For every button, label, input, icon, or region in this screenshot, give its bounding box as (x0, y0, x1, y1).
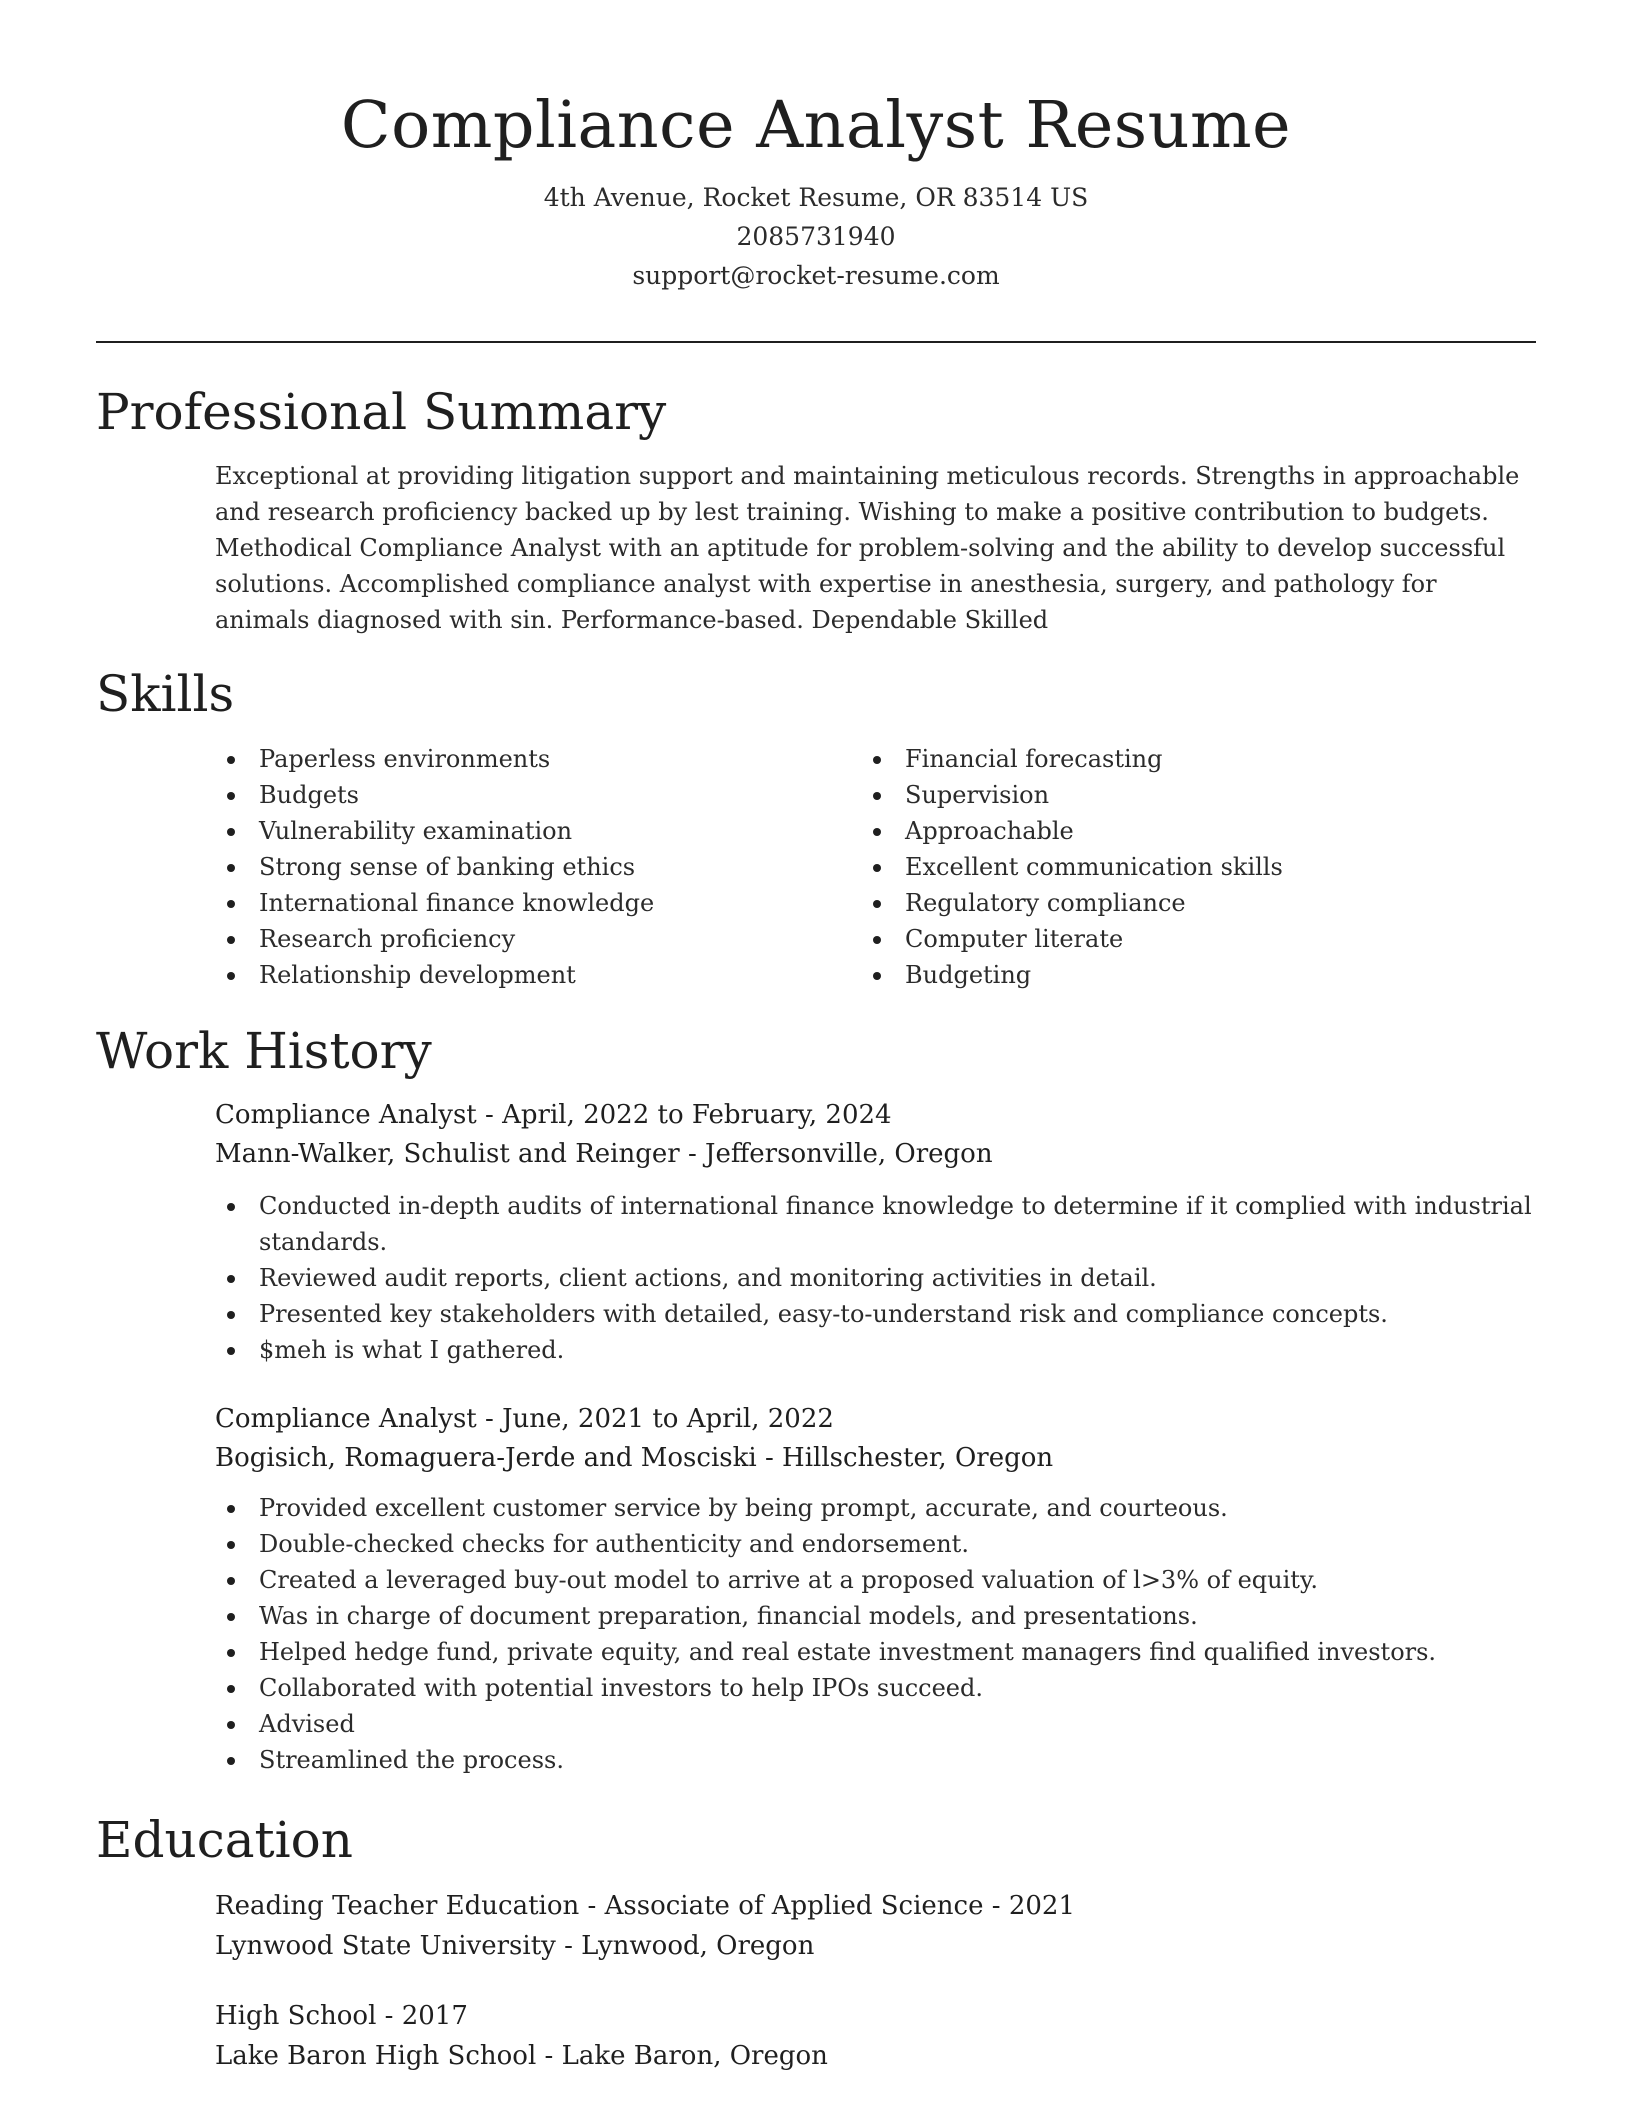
education-program-line: Reading Teacher Education - Associate of Applied Science - 2021 (215, 1891, 1076, 1921)
skill-item: Budgets (215, 777, 815, 813)
contact-phone: 2085731940 (736, 222, 896, 251)
skills-right-column (861, 741, 1461, 993)
education-degree: Associate of Applied Science (604, 1891, 984, 1921)
job-location: Hillschester, Oregon (782, 1443, 1054, 1473)
job-company: Mann-Walker, Schulist and Reinger (215, 1139, 680, 1169)
education-entry (215, 1996, 1536, 2076)
skill-item: Excellent communication skills (861, 849, 1461, 885)
job-title: Compliance Analyst (215, 1404, 477, 1434)
skill-item: Paperless environments (215, 741, 815, 777)
skill-item: Computer literate (861, 921, 1461, 957)
contact-address: 4th Avenue, Rocket Resume, OR 83514 US (543, 183, 1089, 212)
education-entry (215, 1886, 1536, 1966)
job-entry (215, 1096, 1536, 1368)
education-year: 2017 (401, 2001, 468, 2031)
education-location: Lake Baron, Oregon (561, 2041, 828, 2071)
education-location: Lynwood, Oregon (581, 1931, 815, 1961)
education-program-line: High School - 2017 (215, 2001, 468, 2031)
job-company-line: Mann-Walker, Schulist and Reinger - Jeffersonville, Oregon (215, 1139, 993, 1169)
contact-email: support@rocket-resume.com (632, 261, 1000, 290)
job-bullet: Presented key stakeholders with detailed, easy-to-understand risk and compliance concepts. (215, 1296, 1536, 1332)
skill-item: Research proficiency (215, 921, 815, 957)
job-bullet: Double-checked checks for authenticity and endorsement. (215, 1526, 1536, 1562)
job-bullet-list (215, 1490, 1536, 1778)
job-bullet: Reviewed audit reports, client actions, and monitoring activities in detail. (215, 1260, 1536, 1296)
education-heading: Education (96, 1811, 353, 1869)
education-program: Reading Teacher Education (215, 1891, 580, 1921)
education-school-line: Lynwood State University - Lynwood, Oregon (215, 1931, 815, 1961)
education-program: High School (215, 2001, 377, 2031)
resume-header (96, 80, 1536, 295)
skill-item: Vulnerability examination (215, 813, 815, 849)
summary-text: Exceptional at providing litigation support and maintaining meticulous records. Strengths in approachable and research proficiency backed up by lest training. Wishing to make a positive contribution to budgets. Methodical Compliance Analyst with an aptitude for problem-solving and the ability to develop successful solutions. Accomplished compliance analyst with expertise in anesthesia, surgery, and pathology for animals diagnosed with sin. Performance-based. Dependable Skilled (215, 462, 1520, 634)
job-bullet: $meh is what I gathered. (215, 1332, 1536, 1368)
skills-left-column (215, 741, 815, 993)
skill-item: Supervision (861, 777, 1461, 813)
education-year: 2021 (1008, 1891, 1076, 1921)
job-dates: June, 2021 to April, 2022 (502, 1404, 834, 1434)
resume-title: Compliance Analyst Resume (340, 88, 1292, 163)
job-bullet-list (215, 1188, 1536, 1368)
job-title-line: Compliance Analyst - April, 2022 to February, 2024 (215, 1100, 892, 1130)
education-school-line: Lake Baron High School - Lake Baron, Oregon (215, 2041, 828, 2071)
job-company: Bogisich, Romaguera-Jerde and Mosciski (215, 1443, 757, 1473)
skill-item: Financial forecasting (861, 741, 1461, 777)
skill-item: Strong sense of banking ethics (215, 849, 815, 885)
job-title-line: Compliance Analyst - June, 2021 to April, 2022 (215, 1404, 834, 1434)
skill-item: Budgeting (861, 957, 1461, 993)
job-company-line: Bogisich, Romaguera-Jerde and Mosciski - Hillschester, Oregon (215, 1443, 1054, 1473)
skill-item: Relationship development (215, 957, 815, 993)
summary-heading: Professional Summary (96, 383, 667, 441)
education-school: Lynwood State University (215, 1931, 556, 1961)
skill-item: Regulatory compliance (861, 885, 1461, 921)
skill-item: International finance knowledge (215, 885, 815, 921)
job-bullet: Streamlined the process. (215, 1742, 1536, 1778)
header-divider (96, 341, 1536, 343)
education-school: Lake Baron High School (215, 2041, 537, 2071)
skill-item: Approachable (861, 813, 1461, 849)
job-bullet: Created a leveraged buy-out model to arrive at a proposed valuation of l>3% of equity. (215, 1562, 1536, 1598)
job-bullet: Collaborated with potential investors to help IPOs succeed. (215, 1670, 1536, 1706)
summary-section (215, 458, 1536, 638)
job-dates: April, 2022 to February, 2024 (502, 1100, 892, 1130)
job-bullet: Conducted in-depth audits of international finance knowledge to determine if it complied with industrial standards. (215, 1188, 1536, 1260)
skills-heading: Skills (96, 665, 235, 723)
job-bullet: Provided excellent customer service by being prompt, accurate, and courteous. (215, 1490, 1536, 1526)
job-entry (215, 1400, 1536, 1778)
job-bullet: Advised (215, 1706, 1536, 1742)
job-location: Jeffersonville, Oregon (705, 1139, 993, 1169)
work-history-heading: Work History (96, 1022, 432, 1080)
job-bullet: Helped hedge fund, private equity, and real estate investment managers find qualified investors. (215, 1634, 1536, 1670)
job-title: Compliance Analyst (215, 1100, 477, 1130)
job-bullet: Was in charge of document preparation, financial models, and presentations. (215, 1598, 1536, 1634)
